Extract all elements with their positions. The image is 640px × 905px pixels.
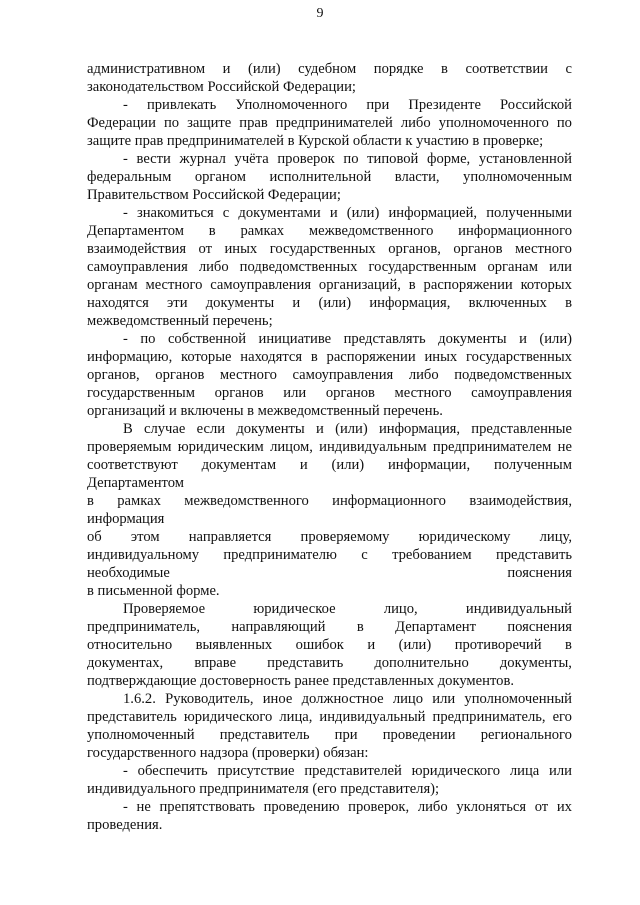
- text-line: законодательством Российской Федерации;: [87, 79, 356, 95]
- text-line: об этом направляется проверяемому юридическому лицу,: [87, 529, 572, 545]
- text-line: в рамках межведомственного информационного взаимодействия,: [87, 493, 572, 509]
- text-line: - по собственной инициативе представлять документы и (или): [123, 331, 572, 347]
- text-line: необходимые пояснения: [87, 565, 572, 581]
- text-line: федеральным органом исполнительной власти, уполномоченным: [87, 169, 572, 185]
- text-line: в письменной форме.: [87, 583, 220, 599]
- text-line: предприниматель, направляющий в Департамент пояснения: [87, 619, 572, 635]
- text-line: представитель юридического лица, индивидуальный предприниматель, его: [87, 709, 572, 725]
- text-line: органам местного самоуправления организаций, в распоряжении которых: [87, 277, 572, 293]
- text-line: документах, вправе представить дополнительно документы,: [87, 655, 572, 671]
- text-line: межведомственный перечень;: [87, 313, 273, 329]
- text-line: информацию, которые находятся в распоряжении иных государственных: [87, 349, 572, 365]
- text-line: индивидуальному предпринимателю с требованием представить: [87, 547, 572, 563]
- text-line: Федерации по защите прав предпринимателей либо уполномоченного по: [87, 115, 572, 131]
- text-line: защите прав предпринимателей в Курской области к участию в проверке;: [87, 133, 544, 149]
- text-line: государственного надзора (проверки) обязан:: [87, 745, 369, 761]
- text-line: информация: [87, 511, 165, 527]
- text-line: взаимодействия от иных государственных органов, органов местного: [87, 241, 572, 257]
- text-line: проведения.: [87, 817, 163, 833]
- text-line: 1.6.2. Руководитель, иное должностное лицо или уполномоченный: [123, 691, 572, 707]
- text-line: подтверждающие достоверность ранее представленных документов.: [87, 673, 514, 689]
- text-line: - вести журнал учёта проверок по типовой форме, установленной: [123, 151, 572, 167]
- text-line: государственным органов или органов местного самоуправления: [87, 385, 572, 401]
- text-line: Проверяемое юридическое лицо, индивидуальный: [123, 601, 572, 617]
- text-line: находятся эти документы и (или) информация, включенных в: [87, 295, 572, 311]
- text-line: Департаментом в рамках межведомственного информационного: [87, 223, 572, 239]
- text-line: органов, органов местного самоуправления либо подведомственных: [87, 367, 572, 383]
- text-line: соответствуют документам и (или) информации, полученным: [87, 457, 572, 473]
- text-line: проверяемым юридическим лицом, индивидуальным предпринимателем не: [87, 439, 572, 455]
- text-line: уполномоченный представитель при проведении регионального: [87, 727, 572, 743]
- text-line: - обеспечить присутствие представителей юридического лица или: [123, 763, 572, 779]
- text-line: В случае если документы и (или) информация, представленные: [123, 421, 572, 437]
- page-number: 9: [316, 6, 324, 21]
- text-line: административном и (или) судебном порядке в соответствии с: [87, 61, 572, 77]
- text-line: Правительством Российской Федерации;: [87, 187, 341, 203]
- text-line: - не препятствовать проведению проверок, либо уклоняться от их: [123, 799, 572, 815]
- text-line: организаций и включены в межведомственный перечень.: [87, 403, 443, 419]
- text-line: - знакомиться с документами и (или) информацией, полученными: [123, 205, 572, 221]
- text-line: самоуправления либо подведомственных государственным органам или: [87, 259, 572, 275]
- text-line: относительно выявленных ошибок и (или) противоречий в: [87, 637, 572, 653]
- text-line: индивидуального предпринимателя (его представителя);: [87, 781, 440, 797]
- text-line: Департаментом: [87, 475, 184, 491]
- text-line: - привлекать Уполномоченного при Президенте Российской: [123, 97, 572, 113]
